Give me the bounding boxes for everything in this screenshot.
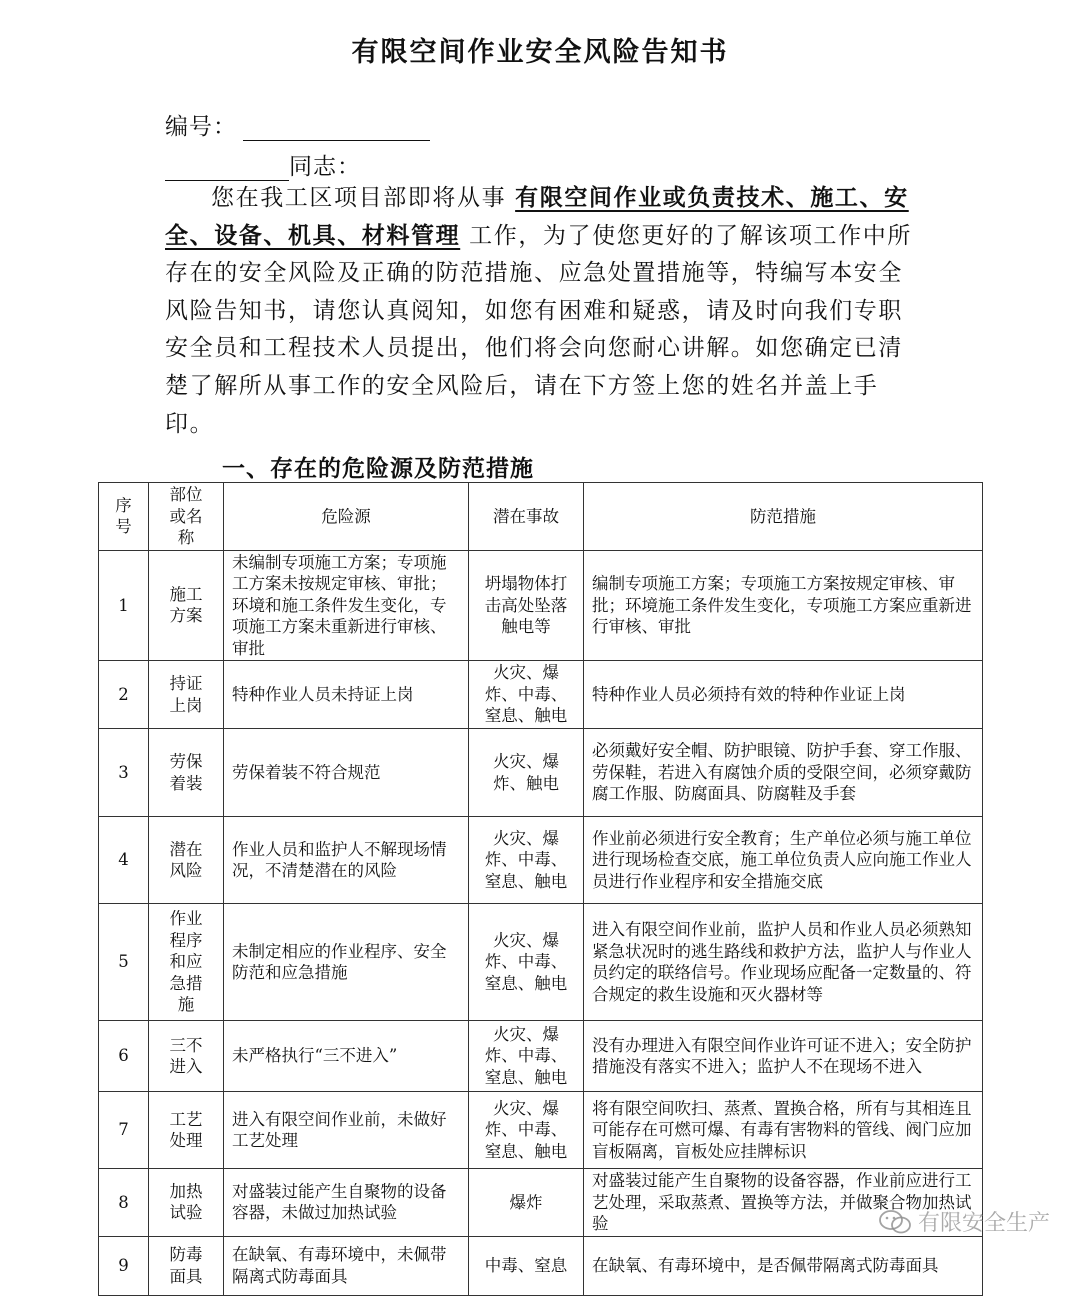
number-blank[interactable]: [243, 114, 430, 141]
header-no: 序号: [99, 483, 149, 551]
row-accident: 火灾、爆炸、中毒、窒息、触电: [469, 1092, 584, 1169]
row-name: 作业程序和应急措施: [149, 904, 224, 1021]
row-accident: 中毒、窒息: [469, 1236, 584, 1295]
section-heading: 一、存在的危险源及防范措施: [222, 456, 534, 482]
header-accident: 潜在事故: [469, 483, 584, 551]
row-no: 5: [99, 904, 149, 1021]
comrade-field: [165, 148, 361, 181]
row-name: 施工方案: [149, 550, 224, 661]
row-measure: 特种作业人员必须持有效的特种作业证上岗: [584, 661, 983, 729]
row-name: 防毒面具: [149, 1236, 224, 1295]
row-hazard: 未编制专项施工方案；专项施工方案未按规定审核、审批；环境和施工条件发生变化，专项施工方案未重新进行审核、审批: [224, 550, 469, 661]
row-measure: 对盛装过能产生自聚物的设备容器，作业前应进行工艺处理，采取蒸煮、置换等方法，并做聚合物加热试验: [584, 1169, 983, 1237]
job-description: 有限空间作业或负责技术、施工、安全、设备、机具、材料管理: [165, 185, 909, 249]
row-accident: 爆炸: [469, 1169, 584, 1237]
hazard-table: [98, 482, 983, 1296]
document-title: 有限空间作业安全风险告知书: [351, 37, 729, 68]
number-label: 编号：: [165, 114, 237, 140]
row-name: 三不进入: [149, 1021, 224, 1092]
table-row: [99, 817, 983, 904]
row-hazard: 进入有限空间作业前，未做好工艺处理: [224, 1092, 469, 1169]
row-no: 8: [99, 1169, 149, 1237]
row-measure: 将有限空间吹扫、蒸煮、置换合格，所有与其相连且可能存在可燃可爆、有毒有害物料的管线、阀门应加盲板隔离，盲板处应挂牌标识: [584, 1092, 983, 1169]
row-name: 持证上岗: [149, 661, 224, 729]
table-row: [99, 729, 983, 817]
row-measure: 编制专项施工方案；专项施工方案按规定审核、审批；环境施工条件发生变化，专项施工方案应重新进行审核、审批: [584, 550, 983, 661]
row-no: 4: [99, 817, 149, 904]
intro-part1: 您在我工区项目部即将从事: [211, 185, 507, 211]
row-hazard: 未严格执行“三不进入”: [224, 1021, 469, 1092]
row-no: 1: [99, 550, 149, 661]
row-accident: 火灾、爆炸、中毒、窒息、触电: [469, 1021, 584, 1092]
row-name: 劳保着装: [149, 729, 224, 817]
row-no: 2: [99, 661, 149, 729]
wechat-icon: [878, 1209, 912, 1235]
row-measure: 进入有限空间作业前，监护人员和作业人员必须熟知紧急状况时的逃生路线和救护方法，监护人与作业人员约定的联络信号。作业现场应配备一定数量的、符合规定的救生设施和灭火器材等: [584, 904, 983, 1021]
row-measure: 必须戴好安全帽、防护眼镜、防护手套、穿工作服、劳保鞋，若进入有腐蚀介质的受限空间，必须穿戴防腐工作服、防腐面具、防腐鞋及手套: [584, 729, 983, 817]
comrade-label: 同志：: [289, 154, 361, 180]
table-row: [99, 1092, 983, 1169]
row-hazard: 特种作业人员未持证上岗: [224, 661, 469, 729]
row-accident: 火灾、爆炸、中毒、窒息、触电: [469, 904, 584, 1021]
header-name: 部位或名称: [149, 483, 224, 551]
table-row: [99, 550, 983, 661]
row-measure: 在缺氧、有毒环境中，是否佩带隔离式防毒面具: [584, 1236, 983, 1295]
row-accident: 火灾、爆炸、中毒、窒息、触电: [469, 661, 584, 729]
row-name: 潜在风险: [149, 817, 224, 904]
intro-paragraph: [165, 180, 920, 443]
row-name: 工艺处理: [149, 1092, 224, 1169]
table-header-row: [99, 483, 983, 551]
table-row: [99, 1236, 983, 1295]
row-no: 6: [99, 1021, 149, 1092]
table-row: [99, 1021, 983, 1092]
header-hazard: 危险源: [224, 483, 469, 551]
table-row: [99, 904, 983, 1021]
row-accident: 火灾、爆炸、触电: [469, 729, 584, 817]
row-measure: 没有办理进入有限空间作业许可证不进入；安全防护措施没有落实不进入；监护人不在现场不进入: [584, 1021, 983, 1092]
row-name: 加热试验: [149, 1169, 224, 1237]
name-blank[interactable]: [165, 154, 289, 181]
row-hazard: 未制定相应的作业程序、安全防范和应急措施: [224, 904, 469, 1021]
table-row: [99, 661, 983, 729]
watermark: [878, 1206, 1050, 1237]
number-field: [165, 108, 430, 141]
row-hazard: 劳保着装不符合规范: [224, 729, 469, 817]
row-accident: 坍塌物体打击高处坠落触电等: [469, 550, 584, 661]
row-no: 7: [99, 1092, 149, 1169]
row-no: 9: [99, 1236, 149, 1295]
row-hazard: 对盛装过能产生自聚物的设备容器，未做过加热试验: [224, 1169, 469, 1237]
row-measure: 作业前必须进行安全教育；生产单位必须与施工单位进行现场检查交底，施工单位负责人应向施工作业人员进行作业程序和安全措施交底: [584, 817, 983, 904]
watermark-text: 有限安全生产: [917, 1211, 1050, 1236]
intro-part2: 工作，为了使您更好的了解该项工作中所存在的安全风险及正确的防范措施、应急处置措施等，特编写本安全风险告知书，请您认真阅知，如您有困难和疑惑，请及时向我们专职安全员和工程技术人员提出，他们将会向您耐心讲解。如您确定已清楚了解所从事工作的安全风险后，请在下方签上您的姓名并盖上手印。: [165, 222, 912, 437]
table-row: [99, 1169, 983, 1237]
header-measure: 防范措施: [584, 483, 983, 551]
row-accident: 火灾、爆炸、中毒、窒息、触电: [469, 817, 584, 904]
row-no: 3: [99, 729, 149, 817]
row-hazard: 作业人员和监护人不解现场情况，不清楚潜在的风险: [224, 817, 469, 904]
row-hazard: 在缺氧、有毒环境中，未佩带隔离式防毒面具: [224, 1236, 469, 1295]
